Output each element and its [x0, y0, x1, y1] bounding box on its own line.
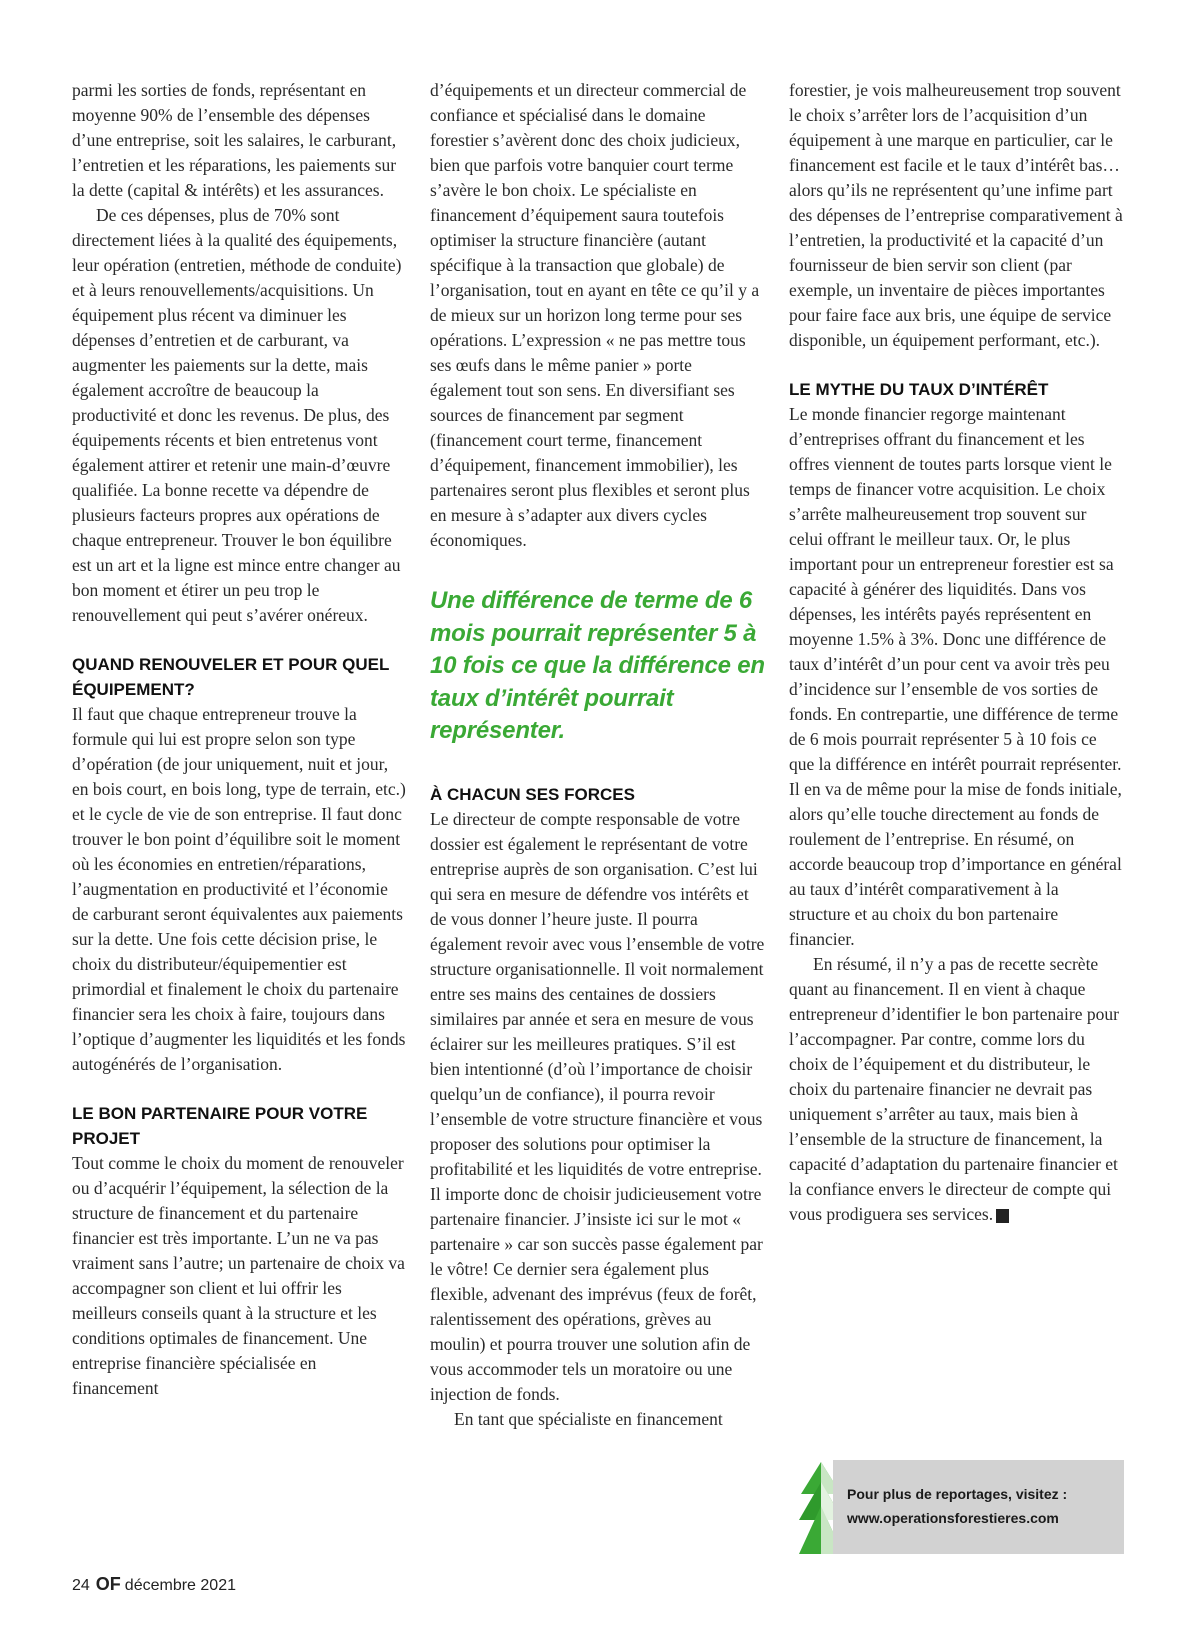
- page-number: 24: [72, 1577, 90, 1594]
- paragraph: Le monde financier regorge maintenant d’entreprises offrant du financement et les offres viennent de toutes parts lorsque vient le temps de financer votre acquisition. Le choix s’arrête malheureusement trop souvent sur celui offrant le meilleur taux. Or, le plus important pour un entrepreneur forestier est sa capacité à générer des liquidités. Dans vos dépenses, les intérêts payés représentent en moyenne 1.5% à 3%. Donc une différence de taux d’intérêt d’un pour cent va avoir très peu d’incidence sur l’ensemble de vos sorties de fonds. En contrepartie, une différence de terme de 6 mois pourrait représenter 5 à 10 fois ce que la différence en intérêt pourrait représenter. Il en va de même pour la mise de fonds initiale, alors qu’elle touche directement au fonds de roulement de l’entreprise. En résumé, on accorde beaucoup trop d’importance en général au taux d’intérêt comparativement à la structure et au choix du bon partenaire financier.: [789, 404, 1122, 949]
- section-heading-quand-renouveler: QUAND RENOUVELER ET POUR QUEL ÉQUIPEMENT?: [72, 655, 390, 699]
- section-heading-chacun-ses-forces: À CHACUN SES FORCES: [430, 784, 635, 804]
- paragraph: De ces dépenses, plus de 70% sont directement liées à la qualité des équipements, leur opération (entretien, méthode de conduite) et à leurs renouvellements/acquisitions. Un équipement plus récent va diminuer les dépenses d’entretien et de carburant, va augmenter les paiements sur la dette, mais également accroître de beaucoup la productivité et donc les revenus. De plus, des équipements récents et bien entretenus vont également attirer et retenir une main-d’œuvre qualifiée. La bonne recette va dépendre de plusieurs facteurs propres aux opérations de chaque entrepreneur. Trouver le bon équilibre est un art et la ligne est mince entre changer au bon moment et étirer un peu trop le renouvellement qui peut s’avérer onéreux.: [72, 205, 402, 625]
- paragraph: forestier, je vois malheureusement trop souvent le choix s’arrêter lors de l’acquisition d’un équipement à une marque en particulier, car le financement est facile et le taux d’intérêt bas… alors qu’ils ne représentent qu’une infime part des dépenses de l’entreprise comparativement à l’entretien, la productivité et la capacité d’un fournisseur de bien servir son client (par exemple, un inventaire de pièces importantes pour faire face aux bris, une équipe de service disponible, un équipement performant, etc.).: [789, 80, 1123, 350]
- end-mark-icon: OF: [996, 1209, 1009, 1223]
- issue-date: décembre 2021: [124, 1577, 236, 1594]
- paragraph: Tout comme le choix du moment de renouveler ou d’acquérir l’équipement, la sélection de la structure de financement et du partenaire financier est très importante. L’un ne va pas vraiment sans l’autre; un partenaire de choix va accompagner son client et lui offrir les meilleurs conseils quant à la structure et les conditions optimales de financement. Une entreprise financière spécialisée en financement: [72, 1153, 405, 1398]
- paragraph: En tant que spécialiste en financement: [454, 1408, 723, 1429]
- section-heading-mythe-taux: LE MYTHE DU TAUX D’INTÉRÊT: [789, 380, 1049, 399]
- promo-box: [791, 1460, 1124, 1554]
- column-1: [72, 78, 406, 1401]
- promo-text: [847, 1482, 1067, 1530]
- promo-url-link[interactable]: www.operationsforestieres.com: [847, 1510, 1059, 1526]
- column-2: [430, 78, 766, 1432]
- paragraph: Le directeur de compte responsable de votre dossier est également le représentant de votre entreprise auprès de son organisation. C’est lui qui sera en mesure de défendre vos intérêts et de vous donner l’heure juste. Il pourra également revoir avec vous l’ensemble de votre structure organisationnelle. Il voit normalement entre ses mains des centaines de dossiers similaires par année et sera en mesure de vous éclairer sur les meilleures pratiques. S’il est bien intentionné (d’où l’importance de choisir quelqu’un de confiance), il pourra revoir l’ensemble de votre structure financière et vous proposer des solutions pour optimiser la profitabilité et les liquidités de votre entreprise. Il importe donc de choisir judicieusement votre partenaire financier. J’insiste ici sur le mot « partenaire » car son succès passe également par le vôtre! Ce dernier sera également plus flexible, advenant des imprévus (feux de forêt, ralentissement des opérations, grèves au moulin) et pourra trouver une solution afin de vous accommoder tels un moratoire ou une injection de fonds.: [430, 808, 765, 1404]
- magazine-brand: OF: [95, 1574, 121, 1594]
- paragraph: parmi les sorties de fonds, représentant en moyenne 90% de l’ensemble des dépenses d’une entreprise, soit les salaires, le carburant, l’entretien et les réparations, les paiements sur la dette (capital & intérêts) et les assurances.: [72, 80, 397, 200]
- section-heading-bon-partenaire: LE BON PARTENAIRE POUR VOTRE PROJET: [72, 1104, 368, 1148]
- paragraph-text: En résumé, il n’y a pas de recette secrète quant au financement. Il en vient à chaque entrepreneur d’identifier le bon partenaire pour l’accompagner. Par contre, comme lors du choix de l’équipement et du distributeur, le choix du partenaire financier ne devrait pas uniquement s’arrêter au taux, mais bien à l’ensemble de la structure de financement, la capacité d’adaptation du partenaire financier et la confiance envers le directeur de compte qui vous prodiguera ses services.: [789, 954, 1119, 1224]
- pull-quote: Une différence de terme de 6 mois pourrait représenter 5 à 10 fois ce que la différence en taux d’intérêt pourrait représenter.: [430, 587, 765, 744]
- paragraph: [789, 952, 1123, 1227]
- paragraph: Il faut que chaque entrepreneur trouve la formule qui lui est propre selon son type d’opération (de jour uniquement, nuit et jour, en bois court, en bois long, type de terrain, etc.) et le cycle de vie de son entreprise. Il faut donc trouver le bon point d’équilibre soit le moment où les économies en entretien/réparations, l’augmentation en productivité et l’économie de carburant seront équivalentes aux paiements sur la dette. Une fois cette décision prise, le choix du distributeur/équipementier est primordial et finalement le choix du partenaire financier sera les choix à faire, toujours dans l’optique d’augmenter les liquidités et les fonds autogénérés de l’organisation.: [72, 704, 406, 1074]
- page-footer: [72, 1574, 236, 1595]
- paragraph: d’équipements et un directeur commercial de confiance et spécialisé dans le domaine forestier s’avèrent donc des choix judicieux, bien que parfois votre banquier court terme s’avère le bon choix. Le spécialiste en financement d’équipement saura toutefois optimiser la structure financière (autant spécifique à la transaction que globale) de l’organisation, tout en ayant en tête ce qu’il y a de mieux sur un horizon long terme pour ses opérations. L’expression « ne pas mettre tous ses œufs dans le même panier » porte également tout son sens. En diversifiant ses sources de financement par segment (financement court terme, financement d’équipement, financement immobilier), les partenaires seront plus flexibles et seront plus en mesure à s’adapter aux divers cycles économiques.: [430, 80, 760, 550]
- column-3: [789, 78, 1123, 1227]
- promo-label: Pour plus de reportages, visitez :: [847, 1486, 1068, 1502]
